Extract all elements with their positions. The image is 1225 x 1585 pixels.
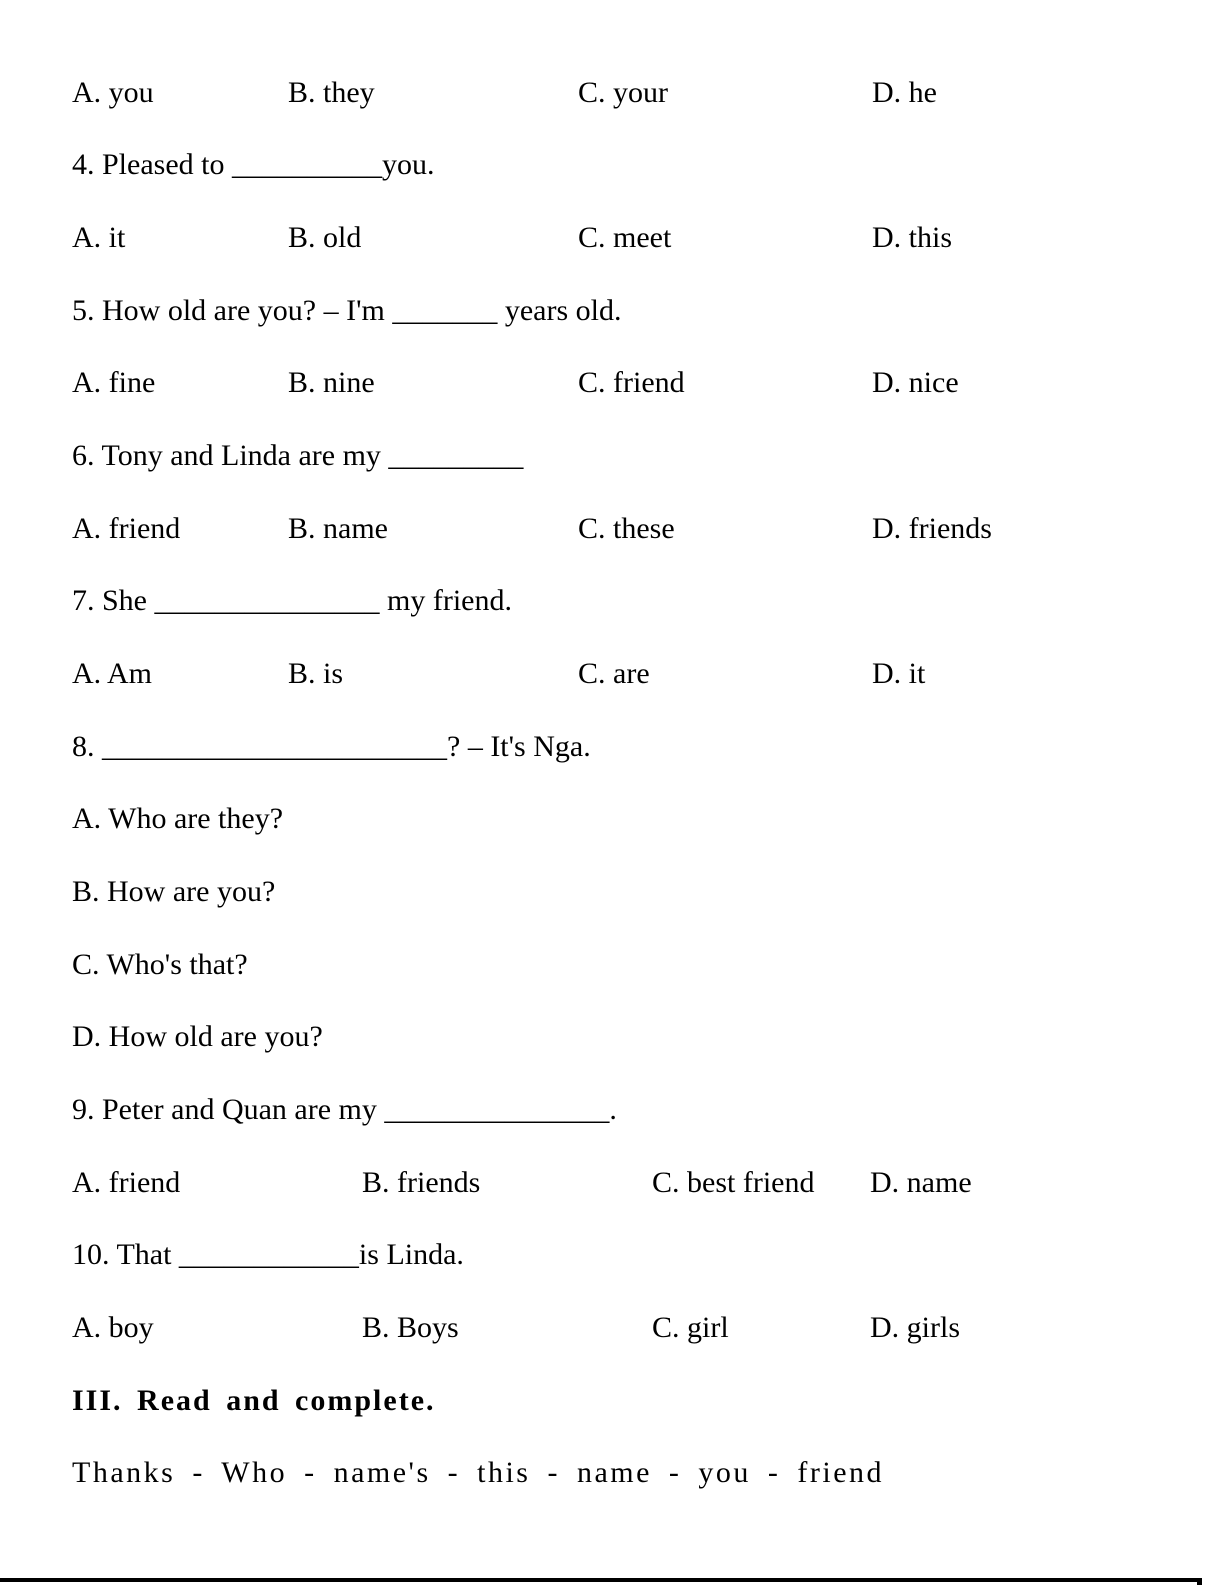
q10-option-d: D. girls [870,1311,960,1344]
question-5: 5. How old are you? – I'm _______ years old. [72,294,622,327]
q10-option-b: B. Boys [362,1311,459,1344]
q10-options-row [72,1292,1225,1364]
table-top-border [0,1578,1202,1582]
q9-option-d: D. name [870,1166,972,1199]
q10-option-a: A. boy [72,1311,154,1344]
q8-answer-a: A. Who are they? [72,802,284,835]
q7-option-a: A. Am [72,657,153,690]
q3-options-row [72,57,1225,129]
q5-option-d: D. nice [872,366,959,399]
q8-answer-b: B. How are you? [72,875,276,908]
question-4: 4. Pleased to __________you. [72,148,435,181]
q6-option-d: D. friends [872,512,992,545]
q4-options-row [72,202,1225,274]
question-7: 7. She _______________ my friend. [72,584,512,617]
section-3-heading: III. Read and complete. [72,1384,436,1417]
q7-option-b: B. is [288,657,344,690]
q3-option-b: B. they [288,76,375,109]
q5-options-row [72,347,1225,419]
q3-option-d: D. he [872,76,937,109]
word-bank: Thanks - Who - name's - this - name - you - friend [72,1456,885,1489]
q9-option-a: A. friend [72,1166,181,1199]
q4-option-c: C. meet [578,221,672,254]
question-6: 6. Tony and Linda are my _________ [72,439,524,472]
q4-option-b: B. old [288,221,362,254]
q7-options-row [72,638,1225,710]
question-10: 10. That ____________is Linda. [72,1238,464,1271]
q6-option-c: C. these [578,512,675,545]
q8-answer-c: C. Who's that? [72,948,248,981]
q6-option-b: B. name [288,512,388,545]
q10-option-c: C. girl [652,1311,729,1344]
q6-options-row [72,493,1225,565]
q6-option-a: A. friend [72,512,181,545]
question-8: 8. _______________________? – It's Nga. [72,730,591,763]
q7-option-d: D. it [872,657,926,690]
q4-option-d: D. this [872,221,953,254]
q9-options-row [72,1147,1225,1219]
table-corner-tick [1197,1578,1202,1585]
q8-answer-d: D. How old are you? [72,1020,323,1053]
q5-option-a: A. fine [72,366,156,399]
q7-option-c: C. are [578,657,650,690]
q9-option-b: B. friends [362,1166,481,1199]
q3-option-a: A. you [72,76,154,109]
q4-option-a: A. it [72,221,126,254]
q9-option-c: C. best friend [652,1166,815,1199]
q3-option-c: C. your [578,76,668,109]
q5-option-b: B. nine [288,366,375,399]
q5-option-c: C. friend [578,366,685,399]
question-9: 9. Peter and Quan are my _______________. [72,1093,617,1126]
